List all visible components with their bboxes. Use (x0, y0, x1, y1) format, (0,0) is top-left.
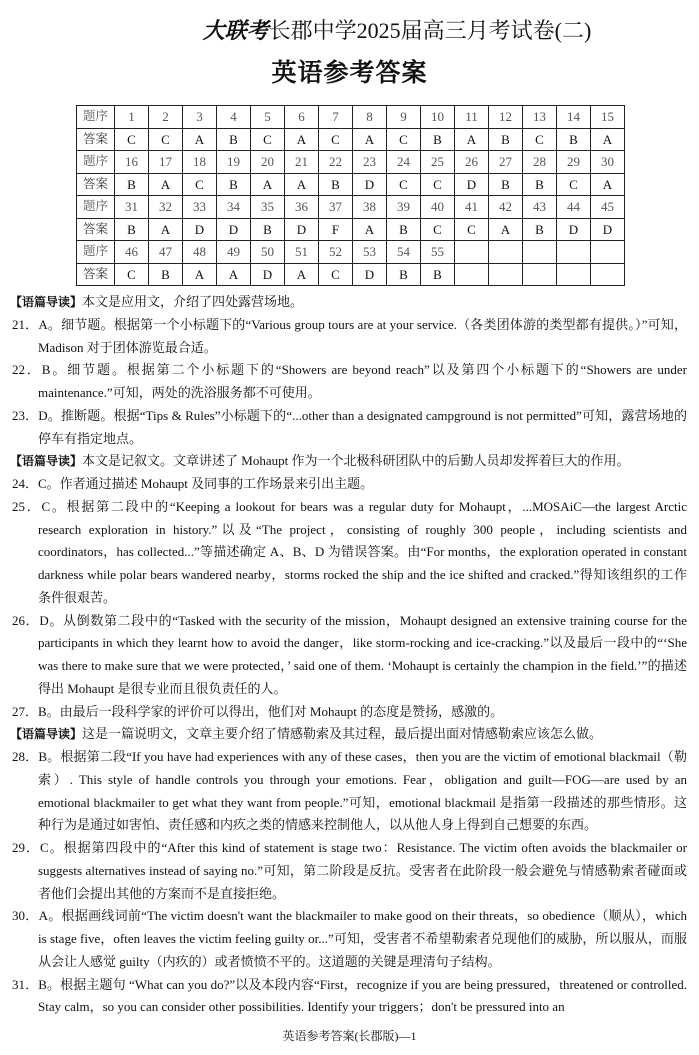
answer-cell: A (353, 128, 387, 151)
number-cell: 26 (455, 151, 489, 174)
explanation-text: B。细节题。根据第二个小标题下的“Showers are beyond reach”以及第四个小标题下的“Showers are under maintenance.”可知，两处的洗浴服务都不可使用。 (38, 362, 687, 400)
question-number: 27． (12, 703, 39, 719)
question-number: 24． (12, 476, 39, 491)
question-number: 26． (12, 612, 40, 628)
number-row (77, 151, 625, 174)
answer-cell: C (319, 128, 353, 151)
answer-cell: C (421, 173, 455, 196)
number-cell (557, 241, 591, 264)
answer-cell: A (183, 128, 217, 151)
question-number: 23． (12, 407, 39, 423)
answer-cell: B (421, 128, 455, 151)
explanation-text: D。推断题。根据“Tips & Rules”小标题下的“...other than a designated campground is not permitted”可知，露营场地的停车有指定地点。 (38, 407, 687, 446)
answer-row (77, 263, 625, 286)
answer-cell: A (489, 218, 523, 241)
answer-cell: D (353, 263, 387, 286)
question-number: 29． (12, 840, 40, 855)
answer-cell: D (217, 218, 251, 241)
number-cell: 1 (115, 106, 149, 129)
answer-cell: D (557, 218, 591, 241)
reading-guide (10, 723, 687, 746)
answer-cell: A (285, 128, 319, 151)
answer-cell: F (319, 218, 353, 241)
answer-cell: A (353, 218, 387, 241)
explanation-text: D。从倒数第二段中的“Tasked with the security of the mission，Mohaupt designed an extensive training course for the participants in which they learnt how to avoid the danger，like storm-rocking and ice-cracking.”以及最后一段中的“‘She was there to make sure that we were protected，’ said one of them. ‘Mohaupt is certainly the champion in the field.’”的描述得出 Mohaupt 是很专业而且很负责任的人。 (38, 612, 687, 696)
row-label: 答案 (77, 128, 115, 151)
answer-cell: D (591, 218, 625, 241)
number-cell: 2 (149, 106, 183, 129)
number-cell: 18 (183, 151, 217, 174)
number-cell: 54 (387, 241, 421, 264)
number-cell: 15 (591, 106, 625, 129)
number-cell: 24 (387, 151, 421, 174)
explanation-text: B。由最后一段科学家的评价可以得出，他们对 Mohaupt 的态度是赞扬，感激的。 (38, 703, 504, 719)
number-cell: 27 (489, 151, 523, 174)
number-cell: 39 (387, 196, 421, 219)
answer-cell: B (217, 173, 251, 196)
explanation-text: B。根据主题句 “What can you do?”以及本段内容“First，recognize if you are being pressured，threatened or controlled. Stay calm，so you can consider other possibilities. Identify your triggers；don't be pressured into an (38, 976, 687, 1015)
answer-cell: C (183, 173, 217, 196)
number-cell: 23 (353, 151, 387, 174)
answer-cell: B (387, 263, 421, 286)
number-cell: 51 (285, 241, 319, 264)
page-footer: 英语参考答案(长郡版)—1 (282, 1029, 417, 1043)
number-cell (489, 241, 523, 264)
explanation-text: A。细节题。根据第一个小标题下的“Various group tours are at your service.（各类团体游的类型都有提供。）”可知，Madison 对于团体游览最合适。 (38, 316, 687, 355)
row-label: 答案 (77, 263, 115, 286)
number-cell: 20 (251, 151, 285, 174)
answer-cell: C (387, 128, 421, 151)
number-cell: 7 (319, 106, 353, 129)
answer-cell: B (523, 218, 557, 241)
reading-guide (10, 450, 687, 473)
answer-cell: B (217, 128, 251, 151)
section-label: 【语篇导读】 (10, 727, 83, 742)
document-title (0, 14, 699, 45)
answer-explanation (10, 473, 687, 496)
explanation-text: B。根据第二段“If you have had experiences with any of these cases，then you are the victim of emotional blackmail（勒索）. This style of handle controls you through your emotions. Fear，obligation and guilt—FOG—are used by an emotional blackmailer to get what they want from people.”可知，emotional blackmail 是指第一段描述的那些情形。这种行为是通过如害怕、责任感和内疚之类的情感来控制他人，以从他人身上得到自己想要的东西。 (38, 749, 687, 833)
answer-cell: C (421, 218, 455, 241)
row-label: 题序 (77, 151, 115, 174)
answer-explanation (10, 905, 687, 973)
number-cell: 17 (149, 151, 183, 174)
question-number: 22． (12, 362, 42, 378)
answer-explanation (10, 974, 687, 1020)
number-cell: 25 (421, 151, 455, 174)
number-cell: 44 (557, 196, 591, 219)
answer-cell: A (455, 128, 489, 151)
answer-cell: A (591, 128, 625, 151)
row-label: 答案 (77, 218, 115, 241)
answer-cell: B (115, 173, 149, 196)
answer-cell: A (285, 263, 319, 286)
number-cell: 34 (217, 196, 251, 219)
answer-cell: B (115, 218, 149, 241)
explanations (10, 291, 687, 1019)
number-cell: 6 (285, 106, 319, 129)
answer-cell: A (591, 173, 625, 196)
answer-cell: A (285, 173, 319, 196)
number-cell: 47 (149, 241, 183, 264)
answer-cell: B (489, 173, 523, 196)
number-cell: 55 (421, 241, 455, 264)
number-cell: 43 (523, 196, 557, 219)
answer-cell: D (353, 173, 387, 196)
number-cell: 31 (115, 196, 149, 219)
answer-explanation (10, 746, 687, 837)
number-cell: 19 (217, 151, 251, 174)
number-cell (455, 241, 489, 264)
number-cell (591, 241, 625, 264)
row-label: 题序 (77, 196, 115, 219)
answer-row (77, 173, 625, 196)
answer-cell: B (319, 173, 353, 196)
answer-explanation (10, 405, 687, 451)
question-number: 31． (12, 976, 39, 992)
question-number: 28． (12, 749, 39, 764)
number-row (77, 196, 625, 219)
answer-cell: B (523, 173, 557, 196)
number-cell: 37 (319, 196, 353, 219)
answer-cell: D (455, 173, 489, 196)
brand-logo-text: 大联考 (202, 18, 269, 43)
reading-guide (10, 291, 687, 314)
answer-cell (489, 263, 523, 286)
number-cell: 11 (455, 106, 489, 129)
answer-explanation (10, 837, 687, 905)
answer-cell (523, 263, 557, 286)
number-cell (523, 241, 557, 264)
section-text: 本文是记叙文。文章讲述了 Mohaupt 作为一个北极科研团队中的后勤人员却发挥着巨大的作用。 (82, 453, 630, 469)
number-cell: 53 (353, 241, 387, 264)
answer-cell: D (285, 218, 319, 241)
number-cell: 46 (115, 241, 149, 264)
number-cell: 21 (285, 151, 319, 174)
answer-explanation (10, 359, 687, 405)
answer-cell: C (319, 263, 353, 286)
section-text: 这是一篇说明文，文章主要介绍了情感勒索及其过程，最后提出面对情感勒索应该怎么做。 (82, 726, 603, 742)
number-cell: 5 (251, 106, 285, 129)
number-cell: 52 (319, 241, 353, 264)
number-cell: 14 (557, 106, 591, 129)
question-number: 25． (12, 498, 42, 514)
row-label: 答案 (77, 173, 115, 196)
answer-cell: A (251, 173, 285, 196)
document-subtitle: 英语参考答案 (271, 58, 428, 87)
answer-cell: C (115, 128, 149, 151)
answer-cell: C (115, 263, 149, 286)
answer-cell: C (387, 173, 421, 196)
section-label: 【语篇导读】 (10, 295, 83, 309)
number-cell: 33 (183, 196, 217, 219)
answer-cell: A (183, 263, 217, 286)
answer-cell: D (251, 263, 285, 286)
answer-cell: C (523, 128, 557, 151)
number-cell: 49 (217, 241, 251, 264)
answer-cell: B (489, 128, 523, 151)
explanation-text: A。根据画线词前“The victim doesn't want the blackmailer to make good on their threats，so obedience（顺从），which is stage five，often leaves the victim feeling guilty or...”可知，受害者不希望勒索者兑现他们的威胁，所以服从，而服从会让人感觉 guilty（内疚的）或者愤愤不平的。这道题的关键是理清句子结构。 (38, 908, 687, 969)
number-cell: 41 (455, 196, 489, 219)
answer-cell (557, 263, 591, 286)
explanation-text: C。根据第四段中的“After this kind of statement is stage two：Resistance. The victim often avoids the blackmailer or suggests alternatives instead of saying no.”可知，第二阶段是反抗。受害者在此阶段一般会避免与情感勒索者碰面或者他们会提出其他的方案而不是直接拒绝。 (38, 840, 687, 901)
section-label: 【语篇导读】 (10, 454, 83, 469)
answer-explanation (10, 314, 687, 360)
number-cell: 22 (319, 151, 353, 174)
answer-explanation (10, 496, 687, 610)
answer-table (76, 105, 625, 286)
number-cell: 29 (557, 151, 591, 174)
answer-cell: D (183, 218, 217, 241)
answer-explanation (10, 610, 687, 701)
exam-title: 长郡中学2025届高三月考试卷(二) (268, 18, 592, 43)
number-cell: 35 (251, 196, 285, 219)
number-row (77, 106, 625, 129)
answer-cell: B (387, 218, 421, 241)
row-label: 题序 (77, 106, 115, 129)
answer-cell (455, 263, 489, 286)
section-text: 本文是应用文，介绍了四处露营场地。 (82, 294, 304, 309)
number-cell: 48 (183, 241, 217, 264)
row-label: 题序 (77, 241, 115, 264)
number-cell: 40 (421, 196, 455, 219)
answer-cell (591, 263, 625, 286)
answer-cell: C (557, 173, 591, 196)
explanation-text: C。作者通过描述 Mohaupt 及同事的工作场景来引出主题。 (38, 476, 374, 491)
answer-cell: A (149, 218, 183, 241)
answer-cell: C (251, 128, 285, 151)
number-cell: 32 (149, 196, 183, 219)
explanation-text: C。根据第二段中的“Keeping a lookout for bears was a regular duty for Mohaupt，...MOSAiC—the largest Arctic research exploration in history.”以及“The project，consisting of roughly 300 people，including scientists and coordinators，has collected...”等描述确定 A、B、D 为错误答案。由“For months，the exploration operated in constant darkness while polar bears wandered nearby，storms rocked the ship and the ice shifted and cracked.”得知该组织的工作条件很艰苦。 (38, 498, 687, 605)
number-cell: 12 (489, 106, 523, 129)
number-cell: 4 (217, 106, 251, 129)
number-cell: 28 (523, 151, 557, 174)
answer-row (77, 218, 625, 241)
answer-cell: C (455, 218, 489, 241)
question-number: 21． (12, 316, 39, 332)
answer-cell: A (217, 263, 251, 286)
number-cell: 9 (387, 106, 421, 129)
number-cell: 45 (591, 196, 625, 219)
answer-cell: B (421, 263, 455, 286)
number-cell: 36 (285, 196, 319, 219)
number-row (77, 241, 625, 264)
question-number: 30． (12, 908, 39, 924)
answer-cell: C (149, 128, 183, 151)
number-cell: 3 (183, 106, 217, 129)
number-cell: 8 (353, 106, 387, 129)
number-cell: 42 (489, 196, 523, 219)
answer-row (77, 128, 625, 151)
number-cell: 50 (251, 241, 285, 264)
number-cell: 10 (421, 106, 455, 129)
answer-cell: B (149, 263, 183, 286)
number-cell: 16 (115, 151, 149, 174)
answer-cell: A (149, 173, 183, 196)
number-cell: 13 (523, 106, 557, 129)
answer-cell: B (251, 218, 285, 241)
answer-cell: B (557, 128, 591, 151)
answer-explanation (10, 701, 687, 724)
number-cell: 30 (591, 151, 625, 174)
number-cell: 38 (353, 196, 387, 219)
